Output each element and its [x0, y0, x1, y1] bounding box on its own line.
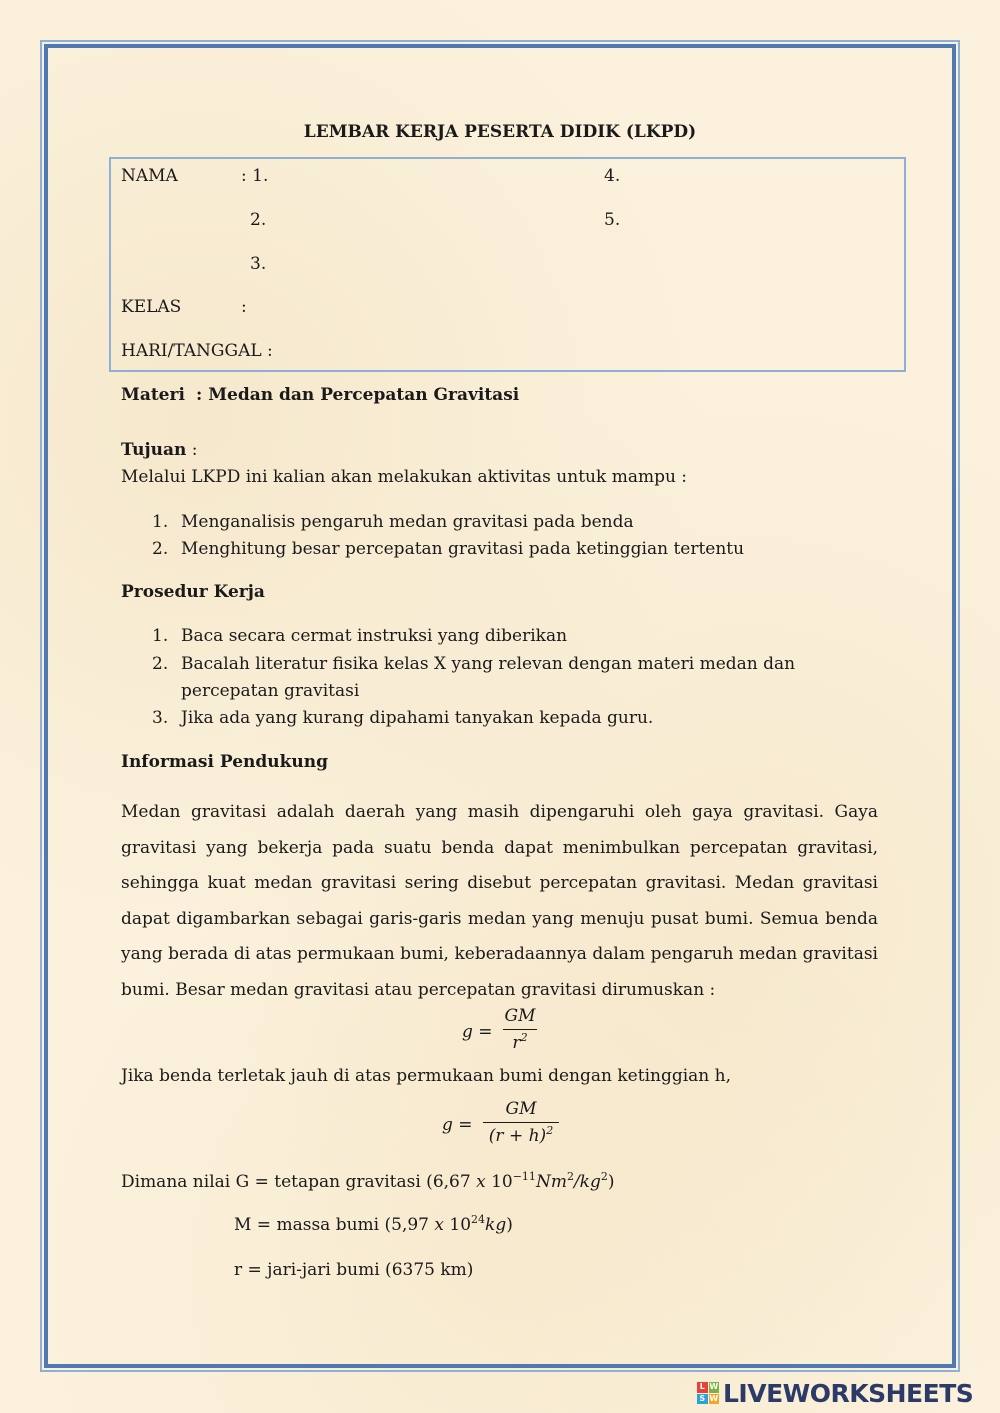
informasi-heading: Informasi Pendukung — [121, 752, 329, 772]
tujuan-num-1: 1. — [152, 512, 169, 532]
formula-1-fraction — [503, 1006, 537, 1053]
formula-1-den-base: r — [512, 1033, 521, 1053]
constant-g-unit-exp: 2 — [566, 1170, 574, 1183]
kelas-field[interactable]: : — [241, 297, 247, 317]
tujuan-item-2: Menghitung besar percepatan gravitasi pada ketinggian tertentu — [181, 539, 745, 559]
formula-2-numerator: GM — [505, 1099, 537, 1119]
constant-g — [121, 1172, 615, 1192]
nama-item-3[interactable]: 3. — [250, 254, 267, 274]
kelas-label: KELAS — [121, 297, 182, 317]
logo-mark-3: S — [697, 1394, 708, 1405]
constant-m-exp: 24 — [471, 1213, 486, 1226]
constant-m-close: ) — [506, 1215, 513, 1235]
logo-mark-1: L — [697, 1382, 708, 1393]
prosedur-item-1: Baca secara cermat instruksi yang diberikan — [181, 626, 568, 646]
liveworksheets-logo — [697, 1378, 973, 1408]
nama-item-1[interactable]: : 1. — [241, 166, 269, 186]
formula-2-denominator — [483, 1126, 559, 1146]
prosedur-num-2: 2. — [152, 654, 169, 674]
materi-label: Materi — [121, 385, 185, 405]
prosedur-item-3: Jika ada yang kurang dipahami tanyakan kepada guru. — [181, 708, 654, 728]
prosedur-num-1: 1. — [152, 626, 169, 646]
tujuan-heading — [121, 440, 197, 460]
constant-g-x: x — [476, 1172, 486, 1192]
constant-m-x: x — [434, 1215, 444, 1235]
nama-item-5[interactable]: 5. — [604, 210, 621, 230]
formula-2-bar — [483, 1122, 559, 1123]
formula-2-den-base: (r + h) — [488, 1126, 547, 1146]
constant-r: r = jari-jari bumi (6375 km) — [234, 1260, 474, 1280]
liveworksheets-logo-text: LIVEWORKSHEETS — [723, 1378, 974, 1408]
hari-tanggal-label: HARI/TANGGAL : — [121, 341, 273, 361]
formula-2-lhs: g = — [442, 1115, 473, 1135]
constant-g-base: 10 — [485, 1172, 513, 1192]
tujuan-intro: Melalui LKPD ini kalian akan melakukan aktivitas untuk mampu : — [121, 467, 688, 487]
constant-m-unit: kg — [485, 1215, 507, 1235]
logo-mark-2: W — [709, 1382, 719, 1391]
materi-value: : Medan dan Percepatan Gravitasi — [196, 385, 520, 405]
constant-m — [234, 1215, 513, 1235]
constant-g-unit2: /kg — [573, 1172, 601, 1192]
constant-g-unit: Nm — [535, 1172, 567, 1192]
constant-g-exp: −11 — [512, 1170, 536, 1183]
nama-item-2[interactable]: 2. — [250, 210, 267, 230]
liveworksheets-logo-icon — [697, 1382, 719, 1404]
nama-label: NAMA — [121, 166, 178, 186]
nama-item-4[interactable]: 4. — [604, 166, 621, 186]
formula-1-denominator — [503, 1033, 537, 1053]
prosedur-num-3: 3. — [152, 708, 169, 728]
tujuan-colon: : — [186, 440, 198, 460]
formula-1-den-exp: 2 — [520, 1031, 528, 1044]
tujuan-num-2: 2. — [152, 539, 169, 559]
constant-g-close: ) — [607, 1172, 615, 1192]
informasi-paragraph — [121, 795, 878, 1008]
formula-1-numerator: GM — [504, 1006, 536, 1026]
prosedur-heading: Prosedur Kerja — [121, 582, 265, 602]
constant-g-text: Dimana nilai G = tetapan gravitasi (6,67 — [121, 1172, 477, 1192]
tujuan-item-1: Menganalisis pengaruh medan gravitasi pada benda — [181, 512, 634, 532]
formula-2-fraction — [483, 1099, 559, 1146]
informasi-line-2: Jika benda terletak jauh di atas permukaan bumi dengan ketinggian h, — [121, 1066, 731, 1086]
formula-1-lhs: g = — [462, 1022, 493, 1042]
identity-box — [109, 157, 906, 372]
page-title: LEMBAR KERJA PESERTA DIDIK (LKPD) — [303, 122, 697, 142]
informasi-paragraph-text: Medan gravitasi adalah daerah yang masih dipengaruhi oleh gaya gravitasi. Gaya gravitasi yang bekerja pada suatu benda dapat menimbulkan percepatan gravitasi, sehingga kuat medan gravitasi sering disebut percepatan gravitasi. Medan gravitasi dapat digambarkan sebagai garis-garis medan yang menuju pusat bumi. Semua benda yang berada di atas permukaan bumi, keberadaannya dalam pengaruh medan gravitasi bumi. Besar medan gravitasi atau percepatan gravitasi dirumuskan : — [121, 802, 878, 1000]
constant-m-base: 10 — [443, 1215, 472, 1235]
formula-1-bar — [503, 1029, 537, 1030]
constant-g-unit2-exp: 2 — [600, 1170, 608, 1183]
logo-mark-4: W — [709, 1393, 719, 1403]
prosedur-item-2: Bacalah literatur fisika kelas X yang relevan dengan materi medan dan — [181, 654, 796, 674]
tujuan-heading-text: Tujuan — [121, 440, 187, 460]
formula-2-den-exp: 2 — [546, 1124, 554, 1137]
constant-m-text: M = massa bumi (5,97 — [234, 1215, 435, 1235]
prosedur-item-2-cont: percepatan gravitasi — [181, 681, 360, 701]
